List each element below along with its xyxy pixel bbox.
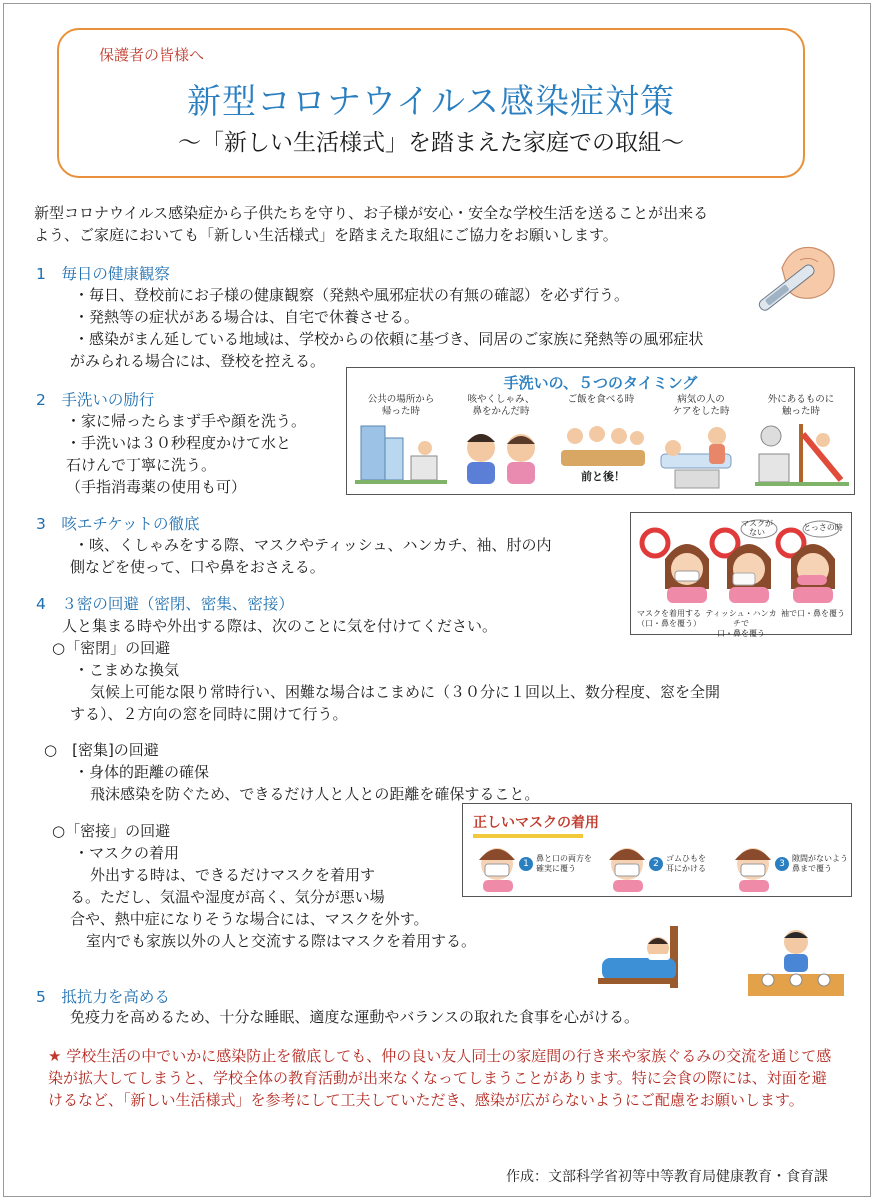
section-2-heading: 2 手洗いの励行 [36, 391, 155, 409]
timing-caption-line-1: 公共の場所から [367, 394, 435, 405]
section-2-line-4: （手指消毒薬の使用も可） [66, 478, 247, 496]
close-contact-line-2: る。ただし、気温や湿度が高く、気分が悪い場 [70, 888, 385, 906]
playground-illustration [755, 420, 849, 490]
timing-caption-line-1: 外にあるものに [767, 394, 835, 405]
mask-step-1 [519, 854, 592, 874]
mask-step-3 [775, 854, 848, 874]
crowded-heading: ○ [密集]の回避 [44, 741, 159, 759]
mask-step-2 [649, 854, 706, 874]
step-text-line-1: 隙間がないよう [792, 854, 848, 863]
timing-caption-line-2: 鼻をかんだ時 [472, 406, 530, 417]
handwash-panel-title: 手洗いの、５つのタイミング [503, 374, 698, 392]
section-3-heading: 3 咳エチケットの徹底 [36, 515, 200, 533]
timing-caption-line-1: ご飯を食べる時 [567, 394, 635, 405]
intro-paragraph [34, 202, 708, 246]
section-1-line-2: ・発熱等の症状がある場合は、自宅で休養させる。 [74, 308, 420, 326]
handwash-timing-panel [346, 367, 855, 495]
close-contact-line-3: 合や、熱中症になりそうな場合には、マスクを外す。 [70, 910, 429, 928]
step-text [666, 854, 706, 874]
timing-caption-line-1: 病気の人の [677, 394, 725, 405]
before-after-label: 前と後！ [581, 470, 625, 483]
timing-caption-2 [453, 394, 549, 418]
closed-space-line-2: する）、２方向の窓を同時に開けて行う。 [70, 705, 348, 723]
cough-etiquette-panel [630, 512, 852, 638]
closed-space-heading: ○「密閉」の回避 [52, 639, 171, 657]
sneezing-illustration [455, 422, 547, 486]
no-mask-bubble: マスクが ない [741, 519, 773, 537]
step-text-line-2: 鼻まで覆う [792, 864, 832, 873]
cough-caption-line-2: （口・鼻を覆う） [637, 619, 701, 628]
section-1-line-1: ・毎日、登校前にお子様の健康観察（発熱や風邪症状の有無の確認）を必ず行う。 [74, 286, 630, 304]
section-3-line-2: 側などを使って、口や鼻をおさえる。 [70, 558, 325, 576]
close-contact-item: ・マスクの着用 [74, 844, 180, 862]
close-contact-line-1: 外出する時は、できるだけマスクを着用す [90, 866, 376, 884]
section-4-heading: 4 ３密の回避（密閉、密集、密接） [36, 595, 294, 613]
title-box [57, 28, 805, 178]
section-2-line-3: 石けんで丁寧に洗う。 [66, 456, 217, 474]
correct-mask-panel [462, 803, 852, 897]
section-3-line-1: ・咳、くしゃみをする際、マスクやティッシュ、ハンカチ、袖、肘の内 [74, 536, 552, 554]
cough-caption-line-1: 袖で口・鼻を覆う [781, 609, 845, 618]
timing-caption-1 [353, 394, 449, 418]
step-text-line-2: 確実に覆う [536, 864, 576, 873]
addressee-label: 保護者の皆様へ [99, 46, 205, 64]
section-5-line-1: 免疫力を高めるため、十分な睡眠、適度な運動やバランスの取れた食事を心がける。 [70, 1008, 639, 1026]
step-number-badge: 3 [775, 857, 789, 871]
step-text [792, 854, 848, 874]
caring-illustration [655, 420, 747, 490]
timing-caption-line-2: ケアをした時 [672, 406, 730, 417]
meal-illustration [557, 420, 649, 470]
section-1-heading: 1 毎日の健康観察 [36, 265, 170, 283]
closed-space-line-1: 気候上可能な限り常時行い、困難な場合はこまめに（３０分に１回以上、数分程度、窓を全開 [90, 683, 721, 701]
page-title: 新型コロナウイルス感染症対策 [187, 82, 675, 122]
section-4-lead: 人と集まる時や外出する際は、次のことに気を付けてください。 [62, 617, 498, 635]
sleeping-child-illustration [596, 918, 692, 992]
section-2-line-1: ・家に帰ったらまず手や顔を洗う。 [66, 412, 307, 430]
step-text-line-1: ゴムひもを [666, 854, 706, 863]
close-contact-line-4: 室内でも家族以外の人と交流する際はマスクを着用する。 [86, 932, 477, 950]
cough-caption-1 [633, 609, 705, 629]
timing-caption-line-2: 触った時 [781, 406, 820, 417]
section-1-line-3: ・感染がまん延している地域は、学校からの依頼に基づき、同居のご家族に発熱等の風邪症状 [74, 330, 704, 348]
step-number-badge: 1 [519, 857, 533, 871]
cough-caption-line-1: マスクを着用する [637, 609, 701, 618]
caution-note-text: 学校生活の中でいかに感染防止を徹底しても、仲の良い友人同士の家庭間の行き来や家族ぐるみの交流を通じて感染が拡大してしまうと、学校全体の教育活動が出来なくなってしまうことがあります。特に会食の際には、対面を避けるなど、「新しい生活様式」を参考にして工夫していただき、感染が広がらないようにご配慮をお願いします。 [48, 1047, 832, 1109]
section-5-heading: 5 抵抗力を高める [36, 988, 170, 1006]
cough-caption-line-1: ティッシュ・ハンカチで [705, 609, 777, 628]
section-1-line-4: がみられる場合には、登校を控える。 [70, 352, 326, 370]
step-text-line-2: 耳にかける [666, 864, 706, 873]
step-number-badge: 2 [649, 857, 663, 871]
credit-line: 作成：文部科学省初等中等教育局健康教育・食育課 [506, 1169, 828, 1185]
cough-caption-line-2: 口・鼻を覆う [717, 629, 765, 638]
title-underline [473, 834, 583, 838]
timing-caption-4 [653, 394, 749, 418]
timing-caption-3 [553, 394, 649, 406]
page-subtitle: ～「新しい生活様式」を踏まえた家庭での取組～ [178, 130, 684, 156]
star-icon: ★ [48, 1047, 62, 1065]
timing-caption-line-2: 帰った時 [381, 406, 420, 417]
intro-line-1: 新型コロナウイルス感染症から子供たちを守り、お子様が安心・安全な学校生活を送ることが出来る [34, 204, 709, 222]
timing-caption-line-1: 咳やくしゃみ、 [467, 394, 535, 405]
cough-caption-3 [777, 609, 849, 619]
intro-line-2: よう、ご家庭においても「新しい生活様式」を踏まえた取組にご協力をお願いします。 [34, 226, 618, 244]
closed-space-item: ・こまめな換気 [74, 661, 180, 679]
step-text-line-1: 鼻と口の両方を [536, 854, 592, 863]
timing-caption-5 [753, 394, 849, 418]
mask-panel-title: 正しいマスクの着用 [473, 815, 599, 831]
public-place-illustration [355, 420, 447, 490]
section-2-line-2: ・手洗いは３０秒程度かけて水と [66, 434, 292, 452]
crowded-item: ・身体的距離の確保 [74, 763, 210, 781]
step-text [536, 854, 592, 874]
thermometer-hand-illustration [752, 238, 840, 324]
caution-note [48, 1045, 838, 1111]
eating-child-illustration [748, 924, 844, 1000]
close-contact-heading: ○「密接」の回避 [52, 822, 171, 840]
sudden-bubble: とっさの時 [803, 523, 843, 532]
cough-caption-2 [705, 609, 777, 639]
crowded-line: 飛沫感染を防ぐため、できるだけ人と人との距離を確保すること。 [90, 785, 540, 803]
